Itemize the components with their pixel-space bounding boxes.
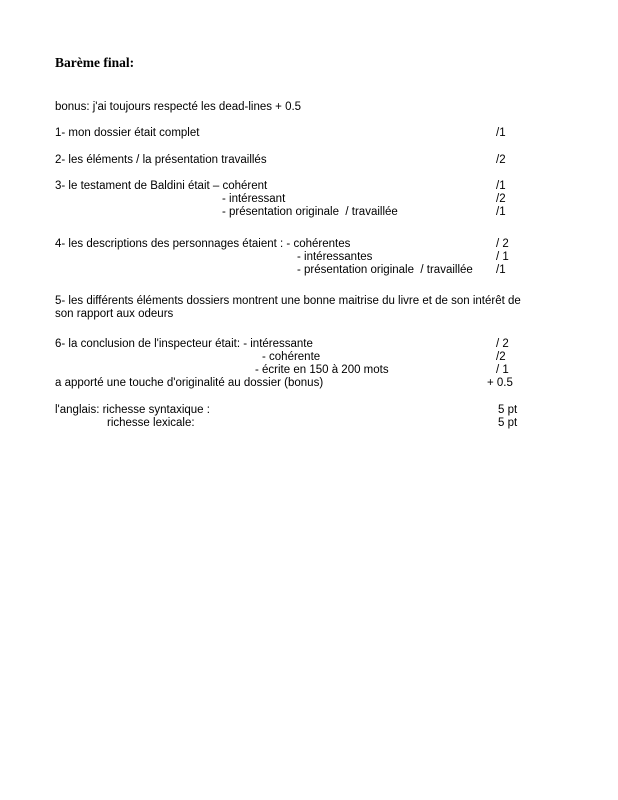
rubric-row-item3 xyxy=(0,180,618,193)
rubric-line: l'anglais: richesse syntaxique : xyxy=(55,404,210,416)
rubric-subline: - présentation originale / travaillée xyxy=(297,264,473,276)
rubric-row-english-lexical xyxy=(0,417,618,430)
score-value: /1 xyxy=(496,264,506,276)
rubric-row-item4-sub1 xyxy=(0,251,618,264)
rubric-subline: - écrite en 150 à 200 mots xyxy=(255,364,389,376)
score-value: / 2 xyxy=(496,338,509,350)
rubric-line: 5- les différents éléments dossiers montrent une bonne maitrise du livre et de son intérêt de xyxy=(55,295,521,307)
rubric-row-item6-sub2 xyxy=(0,364,618,377)
rubric-row-bonus xyxy=(0,101,618,114)
rubric-row-item6-sub1 xyxy=(0,351,618,364)
rubric-row-item4 xyxy=(0,238,618,251)
rubric-subline: - intéressant xyxy=(222,193,286,205)
rubric-line: 3- le testament de Baldini était – cohérent xyxy=(55,180,268,192)
rubric-row-item3-sub1 xyxy=(0,193,618,206)
rubric-row-item3-sub2 xyxy=(0,206,618,219)
score-value: /1 xyxy=(496,127,506,139)
rubric-line: son rapport aux odeurs xyxy=(55,308,174,320)
score-value: /1 xyxy=(496,206,506,218)
rubric-row-item6 xyxy=(0,338,618,351)
score-value: / 1 xyxy=(496,364,509,376)
rubric-subline: - présentation originale / travaillée xyxy=(222,206,398,218)
rubric-row-english-syntax xyxy=(0,404,618,417)
rubric-line: 4- les descriptions des personnages étaient : - cohérentes xyxy=(55,238,351,250)
rubric-subline: richesse lexicale: xyxy=(107,417,195,429)
rubric-subline: - cohérente xyxy=(262,351,321,363)
rubric-line: a apporté une touche d'originalité au dossier (bonus) xyxy=(55,377,324,389)
rubric-line: bonus: j'ai toujours respecté les dead-lines + 0.5 xyxy=(55,101,302,113)
score-value: /2 xyxy=(496,154,506,166)
score-value: 5 pt xyxy=(498,404,518,416)
rubric-line: 1- mon dossier était complet xyxy=(55,127,200,139)
rubric-row-item5-line1 xyxy=(0,295,618,308)
rubric-row-item5-line2 xyxy=(0,308,618,321)
rubric-line: 6- la conclusion de l'inspecteur était: - intéressante xyxy=(55,338,313,350)
rubric-row-item2 xyxy=(0,154,618,167)
score-value: /2 xyxy=(496,193,506,205)
rubric-line: 2- les éléments / la présentation travaillés xyxy=(55,154,267,166)
rubric-row-originality-bonus xyxy=(0,377,618,390)
score-value: / 2 xyxy=(496,238,509,250)
score-value: /1 xyxy=(496,180,506,192)
rubric-row-item4-sub2 xyxy=(0,264,618,277)
score-value: / 1 xyxy=(496,251,509,263)
document-title: Barème final: xyxy=(55,55,135,70)
score-value: /2 xyxy=(496,351,506,363)
score-value: 5 pt xyxy=(498,417,518,429)
rubric-subline: - intéressantes xyxy=(297,251,373,263)
score-value: + 0.5 xyxy=(487,377,513,389)
rubric-row-item1 xyxy=(0,127,618,140)
